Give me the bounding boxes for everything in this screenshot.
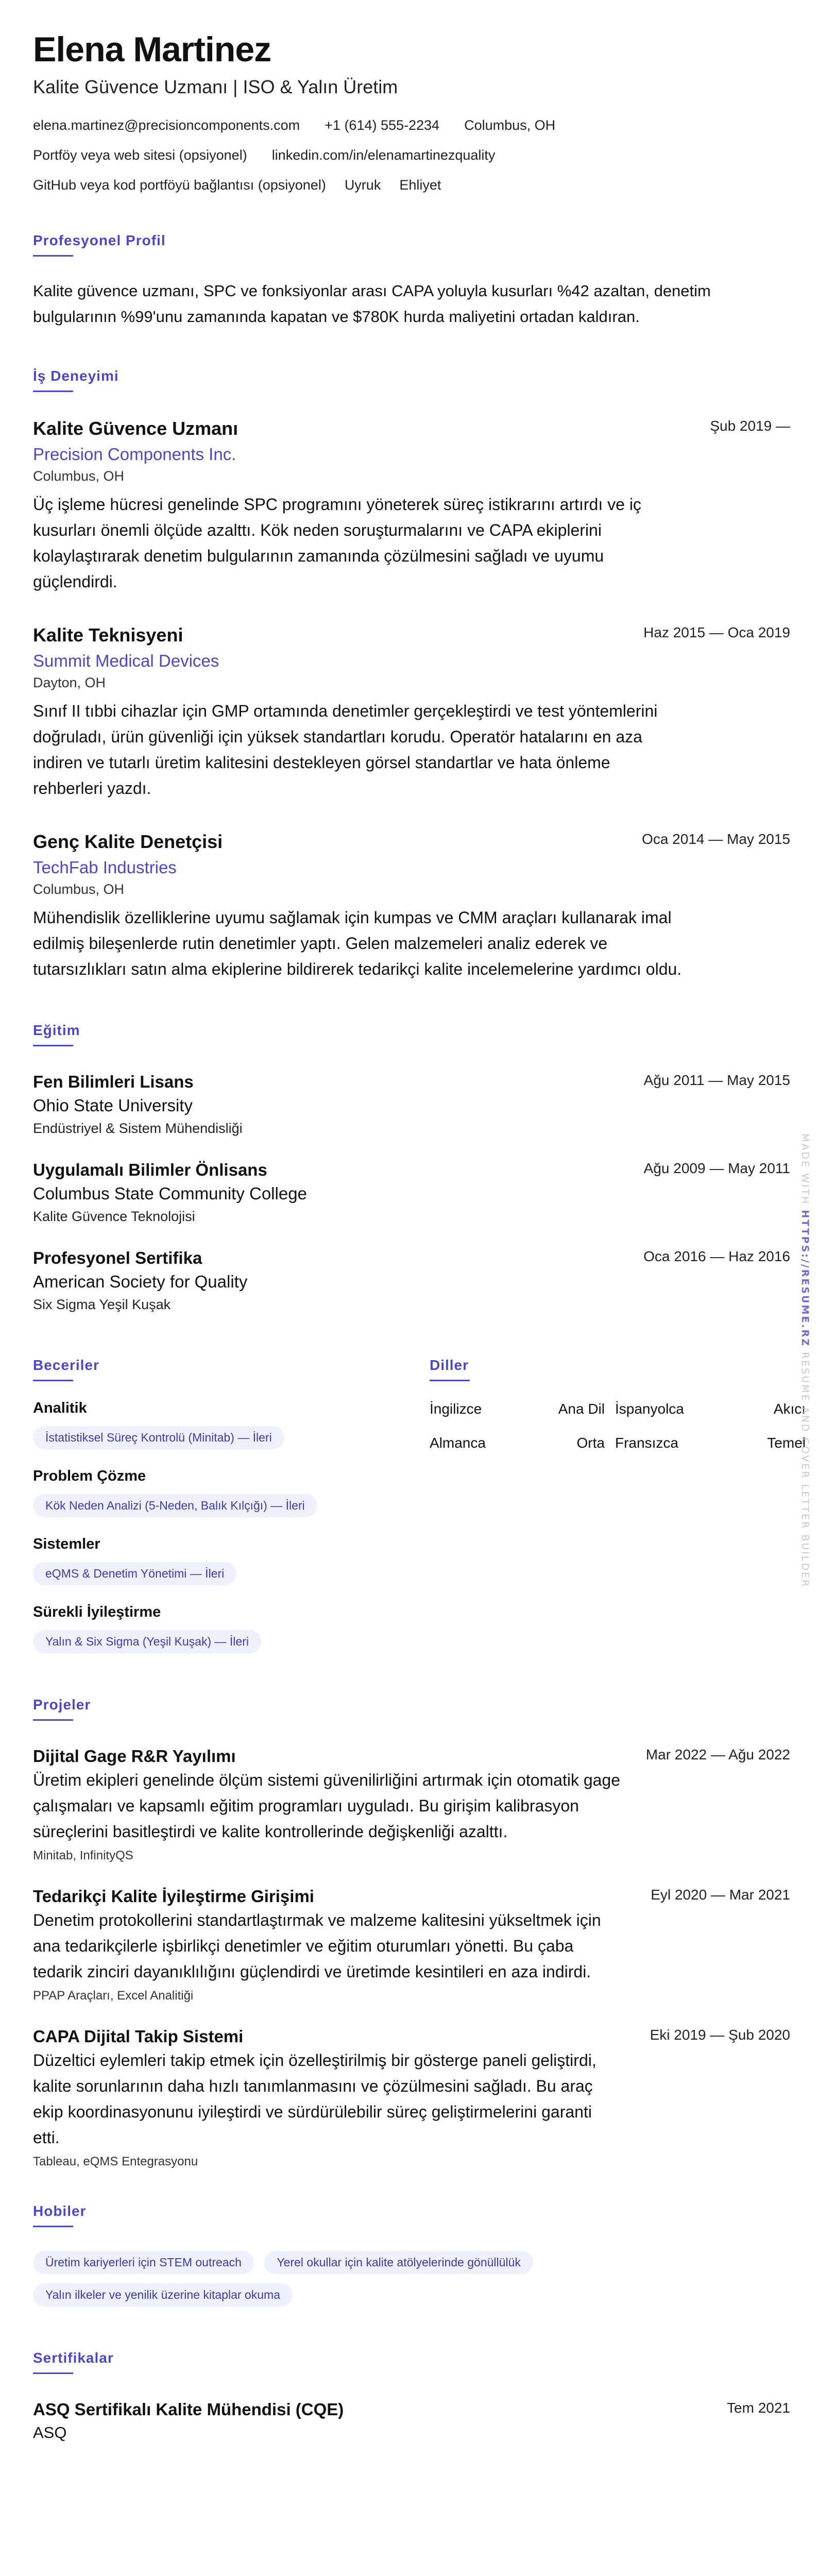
job-entry (33, 624, 790, 801)
section-divider (33, 2372, 73, 2374)
project-dates: Mar 2022 — Ağu 2022 (645, 1747, 790, 1762)
project-description: Üretim ekipleri genelinde ölçüm sistemi güvenilirliğini artırmak için otomatik gage çalışmaları ve kapsamlı eğitim programları uyguladı. Bu girişim kalibrasyon süreçlerini basitleştirdi ve kalite kontrollerinde değişkenliği azalttı. (33, 1771, 621, 1841)
language-level: Akıcı (773, 1401, 806, 1417)
project-entry (33, 1887, 790, 2003)
job-description: Sınıf II tıbbi cihazlar için GMP ortamında denetimler gerçekleştirdi ve test yöntemlerini doğruladı, ürün güvenliği için yüksek standartları korudu. Operatör hatalarını en aza indiren ve tutarlı üretim kalitesini destekleyen görsel standartlar ve hata önleme rehberleri yazdı. (33, 702, 658, 798)
job-company: Summit Medical Devices (33, 651, 219, 670)
education-degree: Profesyonel Sertifika (33, 1248, 202, 1267)
profile-section (33, 232, 790, 330)
section-divider (33, 2226, 73, 2227)
section-title-skills: Beceriler (33, 1357, 99, 1373)
contact-email[interactable]: elena.martinez@precisioncomponents.com (33, 117, 300, 133)
job-title: Kalite Teknisyeni (33, 624, 183, 646)
language-name: Almanca (430, 1435, 486, 1451)
contact-row-2 (33, 147, 790, 163)
job-title: Kalite Güvence Uzmanı (33, 418, 238, 439)
education-school: American Society for Quality (33, 1272, 248, 1291)
skill-category: Sürekli İyileştirme (33, 1604, 161, 1620)
section-divider (33, 255, 73, 257)
skill-category: Sistemler (33, 1536, 100, 1552)
hobby-chip: Üretim kariyerleri için STEM outreach (33, 2251, 254, 2274)
education-dates: Ağu 2011 — May 2015 (643, 1072, 790, 1088)
profile-summary: Kalite güvence uzmanı, SPC ve fonksiyonlar arası CAPA yoluyla kusurları %42 azaltan, denetim bulgularının %99'unu zamanında kapatan ve $780K hurda maliyetini ortadan kaldıran. (33, 282, 711, 326)
education-section (33, 1022, 790, 1313)
section-title-experience: İş Deneyimi (33, 368, 119, 384)
job-company: Precision Components Inc. (33, 445, 236, 464)
job-company: TechFab Industries (33, 858, 177, 877)
contact-row-1 (33, 117, 790, 133)
project-entry (33, 2027, 790, 2169)
contact-phone[interactable]: +1 (614) 555-2234 (325, 117, 440, 133)
certificate-org: ASQ (33, 2424, 67, 2442)
contact-citizenship: Uyruk (344, 177, 381, 193)
project-dates: Eki 2019 — Şub 2020 (650, 2027, 790, 2043)
contact-linkedin[interactable]: linkedin.com/in/elenamartinezquality (271, 147, 496, 163)
project-tools: PPAP Araçları, Excel Analitiği (33, 1989, 194, 2003)
job-entry (33, 418, 790, 595)
education-dates: Oca 2016 — Haz 2016 (643, 1248, 790, 1264)
skill-category: Analitik (33, 1400, 87, 1416)
job-location: Columbus, OH (33, 882, 125, 897)
project-title: Tedarikçi Kalite İyileştirme Girişimi (33, 1887, 314, 1906)
project-tools: Minitab, InfinityQS (33, 1849, 133, 1862)
builder-watermark (799, 1133, 811, 1588)
education-field: Six Sigma Yeşil Kuşak (33, 1297, 171, 1312)
project-title: Dijital Gage R&R Yayılımı (33, 1747, 236, 1766)
education-dates: Ağu 2009 — May 2011 (643, 1160, 790, 1176)
watermark-prefix: MADE WITH (799, 1133, 811, 1210)
contact-location: Columbus, OH (464, 117, 556, 133)
education-entry (33, 1248, 790, 1313)
skill-category: Problem Çözme (33, 1468, 146, 1484)
certificates-section (33, 2350, 790, 2442)
project-title: CAPA Dijital Takip Sistemi (33, 2027, 244, 2046)
job-dates: Haz 2015 — Oca 2019 (643, 624, 790, 640)
education-field: Endüstriyel & Sistem Mühendisliği (33, 1121, 243, 1136)
job-title: Genç Kalite Denetçisi (33, 831, 223, 852)
project-entry (33, 1747, 790, 1863)
contact-row-3 (33, 177, 790, 193)
contact-portfolio[interactable]: Portföy veya web sitesi (opsiyonel) (33, 147, 247, 163)
language-level: Ana Dil (558, 1401, 605, 1417)
language-name: İspanyolca (615, 1401, 684, 1417)
experience-section (33, 368, 790, 982)
skill-chip: Yalın & Six Sigma (Yeşil Kuşak) — İleri (33, 1630, 261, 1653)
section-title-certificates: Sertifikalar (33, 2350, 114, 2366)
job-location: Dayton, OH (33, 675, 106, 690)
skills-section (33, 1357, 430, 1653)
education-entry (33, 1160, 790, 1225)
section-divider (430, 1380, 470, 1381)
section-title-education: Eğitim (33, 1022, 80, 1038)
section-divider (33, 391, 73, 392)
section-title-profile: Profesyonel Profil (33, 232, 166, 248)
skill-chip: Kök Neden Analizi (5-Neden, Balık Kılçığı) — İleri (33, 1494, 317, 1517)
language-level: Orta (576, 1435, 605, 1451)
section-title-hobbies: Hobiler (33, 2203, 87, 2219)
section-divider (33, 1045, 73, 1046)
job-description: Mühendislik özelliklerine uyumu sağlamak için kumpas ve CMM araçları kullanarak imal edilmiş bileşenlerde rutin denetimler yaptı. Gelen malzemeleri analiz ederek ve tutarsızlıkları satın alma ekiplerine bildirerek tedarikçi kalite incelemelerine yardımcı oldu. (33, 908, 682, 978)
certificate-entry (33, 2400, 790, 2442)
section-divider (33, 1719, 73, 1721)
contact-github[interactable]: GitHub veya kod portföyü bağlantısı (opsiyonel) (33, 177, 326, 193)
project-description: Denetim protokollerini standartlaştırmak ve malzeme kalitesini yükseltmek için ana tedarikçilerle işbirlikçi denetimler ve eğitim oturumları yönetti. Bu çaba tedarik zinciri dayanıklılığını güçlendirdi ve üretimde kesintileri en aza indirdi. (33, 1911, 601, 1981)
certificate-title: ASQ Sertifikalı Kalite Mühendisi (CQE) (33, 2400, 344, 2419)
job-dates: Şub 2019 — (710, 418, 790, 434)
languages-grid (430, 1401, 806, 1451)
watermark-link[interactable]: HTTPS://RESUME.RZ (799, 1210, 811, 1347)
language-name: İngilizce (430, 1401, 482, 1417)
section-title-languages: Diller (430, 1357, 469, 1373)
hobbies-section (33, 2203, 790, 2307)
candidate-name: Elena Martinez (33, 30, 271, 69)
education-field: Kalite Güvence Teknolojisi (33, 1209, 195, 1224)
job-dates: Oca 2014 — May 2015 (642, 831, 790, 847)
hobby-chip: Yerel okullar için kalite atölyelerinde gönüllülük (264, 2251, 533, 2274)
job-description: Üç işleme hücresi genelinde SPC programını yöneterek süreç istikrarını artırdı ve iç kusurları önemli ölçüde azalttı. Kök neden soruşturmalarını ve CAPA ekiplerini kolaylaştırarak denetim bulgularının zamanında çözülmesini sağladı ve uyumu güçlendirdi. (33, 495, 641, 591)
projects-section (33, 1697, 790, 2169)
headline: Kalite Güvence Uzmanı | ISO & Yalın Üretim (33, 76, 398, 97)
hobby-chip: Yalın ilkeler ve yenilik üzerine kitaplar okuma (33, 2283, 293, 2307)
section-divider (33, 1380, 73, 1381)
project-description: Düzeltici eylemleri takip etmek için özelleştirilmiş bir gösterge paneli geliştirdi, kalite sorunlarının daha hızlı tanımlanmasını ve çözülmesini sağladı. Bu araç ekip koordinasyonunu iyileştirdi ve sürdürülebilir süreç geliştirmelerini garanti etti. (33, 2051, 597, 2147)
project-dates: Eyl 2020 — Mar 2021 (651, 1887, 790, 1903)
language-level: Temel (767, 1435, 806, 1451)
contact-license: Ehliyet (399, 177, 441, 193)
education-school: Ohio State University (33, 1096, 193, 1115)
certificate-date: Tem 2021 (727, 2400, 790, 2416)
job-entry (33, 831, 790, 982)
education-entry (33, 1072, 790, 1137)
project-tools: Tableau, eQMS Entegrasyonu (33, 2155, 198, 2168)
education-school: Columbus State Community College (33, 1184, 307, 1203)
skill-chip: İstatistiksel Süreç Kontrolü (Minitab) — İleri (33, 1426, 284, 1449)
education-degree: Uygulamalı Bilimler Önlisans (33, 1160, 267, 1179)
job-location: Columbus, OH (33, 468, 125, 484)
watermark-suffix: RESUME AND COVER LETTER BUILDER (799, 1347, 811, 1588)
education-degree: Fen Bilimleri Lisans (33, 1072, 194, 1091)
skill-chip: eQMS & Denetim Yönetimi — İleri (33, 1562, 236, 1585)
language-name: Fransızca (615, 1435, 678, 1451)
section-title-projects: Projeler (33, 1697, 91, 1713)
